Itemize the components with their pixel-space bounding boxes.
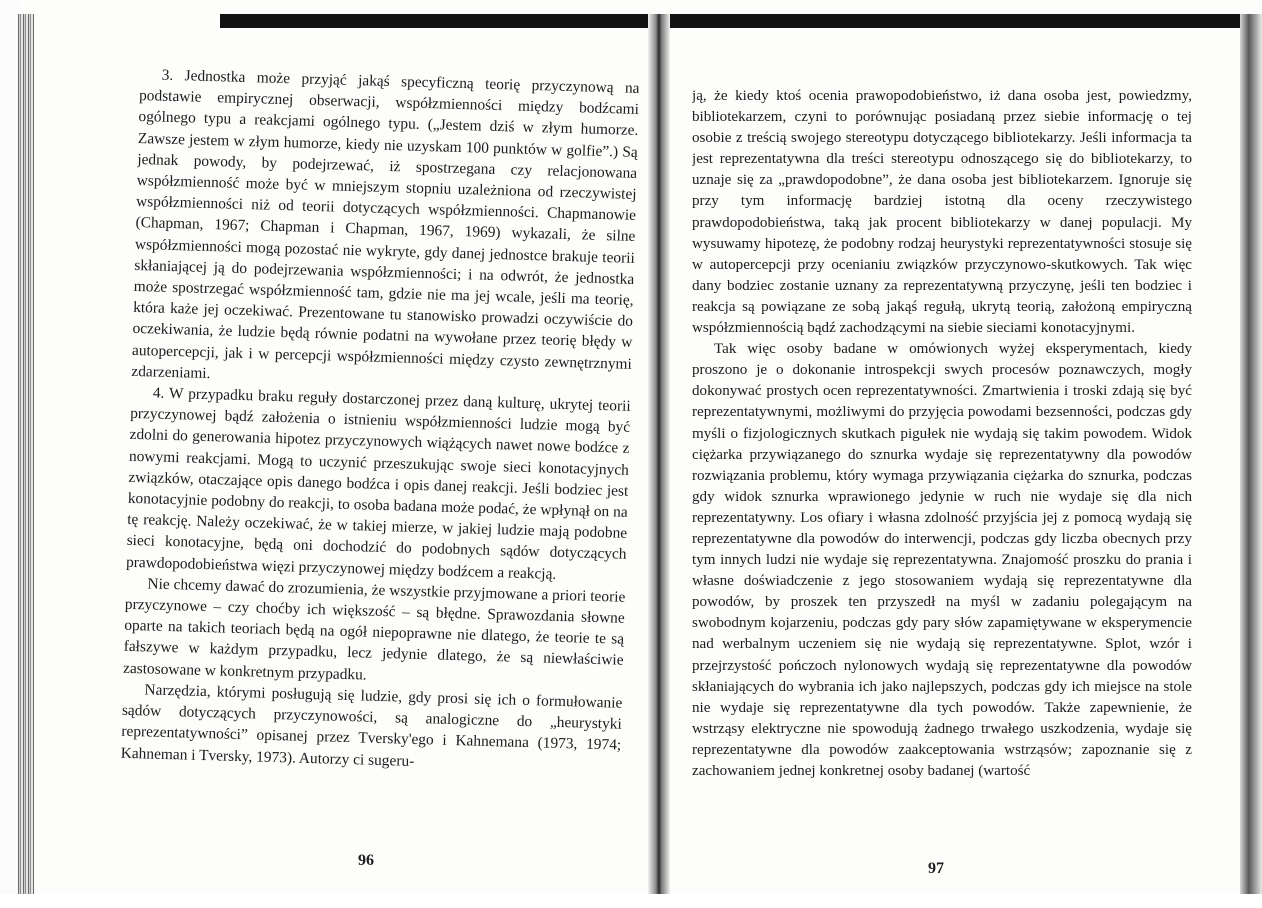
scan-margin (0, 0, 18, 894)
paragraph: ją, że kiedy ktoś ocenia prawopodobieństwo, iż dana osoba jest, powiedzmy, bibliotekarzem, czyni to porównując posiadaną przez siebie informację o tej osobie z treścią swojego stereotypu dotyczącego bibliotekarzy. Jeśli informacja ta jest reprezentatywna dla treści stereotypu odnoszącego się do bibliotekarzy, to uznaje się za „prawdopodobne”, że dana osoba jest bibliotekarzem. Ignoruje się przy tym informację bardziej istotną dla oceny rzeczywistego prawdopodobieństwa, taką jak procent bibliotekarzy w danej populacji. My wysuwamy hipotezę, że podobny rodzaj heurystyki reprezentatywności stosuje się w autopercepcji przy ocenianiu związków przyczynowo-skutkowych. Tak więc dany bodziec zostanie uznany za reprezentatywną przyczynę, jeśli ten bodziec i reakcja są powiązane ze sobą jakąś regułą, ukrytą teorią, założoną empiryczną współzmiennością bądź zachodzącymi na siebie sieciami konotacyjnymi. (692, 88, 1192, 337)
left-page (117, 64, 640, 908)
paragraph: 3. Jednostka może przyjąć jakąś specyficzną teorię przyczynową na podstawie empirycznej obserwacji, współzmienności między bodźcami ogólnego typu a reakcjami ogólnego typu. („Jestem dziś w złym humorze. Zawsze jestem w złym humorze, kiedy nie uzyskam 100 punktów w golfie”.) Są jednak powody, by podejrzewać, iż spostrzegana czy relacjonowana współzmienność może być w mniejszym stopniu uzależniona od rzeczywistej współzmienności niż od teorii dotyczących współzmienności. Chapmanowie (Chapman, 1967; Chapman i Chapman, 1967, 1969) wykazali, że silne współzmienności mogą pozostać nie wykryte, gdy danej jednostce brakuje teorii skłaniającej ją do podejrzewania współzmienności; i na odwrót, że jednostka może spostrzegać współzmienność tam, gdzie nie ma jej wcale, jeśli ma teorię, która każe jej oczekiwać. Prezentowane tu stanowisko prowadzi oczywiście do oczekiwania, że ludzie będą równie podatni na wywołane przez teorię błędy w autopercepcji, jak i w percepcji współzmienności między czysto zewnętrznymi zdarzeniami. (131, 66, 640, 382)
page-number: 97 (928, 860, 944, 877)
book-gutter (648, 14, 670, 894)
paragraph: 4. W przypadku braku reguły dostarczonej przez daną kulturę, ukrytej teorii przyczynowej bądź założenia o istnieniu współzmienności ludzie mogą być zdolni do generowania hipotez przyczynowych wiążących nawet nowe bodźce z nowymi reakcjami. Mogą to uczynić przeszukując swoje sieci konotacyjnych związków, otaczające opis danego bodźca i opis danej reakcji. Jeśli bodziec jest konotacyjnie podobny do reakcji, to osoba badana może podać, że wpłynął on na tę reakcję. Należy oczekiwać, że w takiej mierze, w jakiej ludzie mają podobne sieci konotacyjne, będą oni dochodzić do podobnych sądów dotyczących prawdopodobieństwa więzi przyczynowej między bodźcem a reakcją. (125, 384, 631, 583)
book-edge-right (1240, 14, 1262, 894)
paragraph: Nie chcemy dawać do zrozumienia, że wszystkie przyjmowane a priori teorie przyczynowe – czy choćby ich większość – są błędne. Sprawozdania słowne oparte na takich teoriach będą na ogół niepoprawne nie dlatego, że teorie te są fałszywe w każdym przypadku, lecz jedynie dlatego, że są niewłaściwie zastosowane w konkretnym przypadku. (122, 575, 626, 684)
page-number: 96 (358, 852, 374, 869)
paragraph: Narzędzia, którymi posługują się ludzie, gdy prosi się ich o formułowanie sądów dotyczących przyczynowości, są analogiczne do „heurystyki reprezentatywności” opisanej przez Tversky'ego i Kahnemana (1973, 1974; Kahneman i Tversky, 1973). Autorzy ci sugeru- (120, 681, 623, 770)
scan-shadow-top (220, 14, 1242, 28)
right-page (692, 86, 1192, 894)
paragraph: Tak więc osoby badane w omówionych wyżej eksperymentach, kiedy proszono je o dokonanie introspekcji swych procesów poznawczych, mogły dokonywać prostych ocen reprezentatywności. Zmartwienia i troski zdają się być reprezentatywnymi, możliwymi do przyjęcia powodami bezsenności, podczas gdy myśli o fizjologicznych skutkach pigułek nie wydają się takim powodem. Widok ciężarka przywiązanego do sznurka wydaje się reprezentatywny dla powodów rozwiązania problemu, który wymaga przywiązania ciężarka do sznurka, podczas gdy widok sznurka wprawionego jedynie w ruch nie wydaje się dla nich reprezentatywny. Los ofiary i własna zdolność przyjścia jej z pomocą wydają się reprezentatywne dla powodów do interwencji, podczas gdy liczba obecnych przy tym innych ludzi nie wydaje się reprezentatywna. Znajomość proszku do prania i własne doświadczenie z jego stosowaniem wydają się reprezentatywne dla powodów, by proszek ten przyszedł na myśl w zadaniu polegającym na swobodnym kojarzeniu, podczas gdy pary słów zapamiętywane w eksperymencie nad werbalnym uczeniem się nie wydają się reprezentatywne. Splot, wzór i przejrzystość pończoch nylonowych wydają się reprezentatywne dla powodów skłaniających do wybrania ich jako najlepszych, podczas gdy ich miejsce na stole nie wydaje się reprezentatywne dla tych powodów. Także zapewnienie, że wstrząsy elektryczne nie spowodują żadnego trwałego uszkodzenia, wydaje się reprezentatywne dla powodów zaakceptowania wstrząsów; zapoznanie się z zachowaniem jednej konkretnej osoby badanej (wartość (692, 341, 1192, 779)
book-edge-left (18, 14, 34, 894)
